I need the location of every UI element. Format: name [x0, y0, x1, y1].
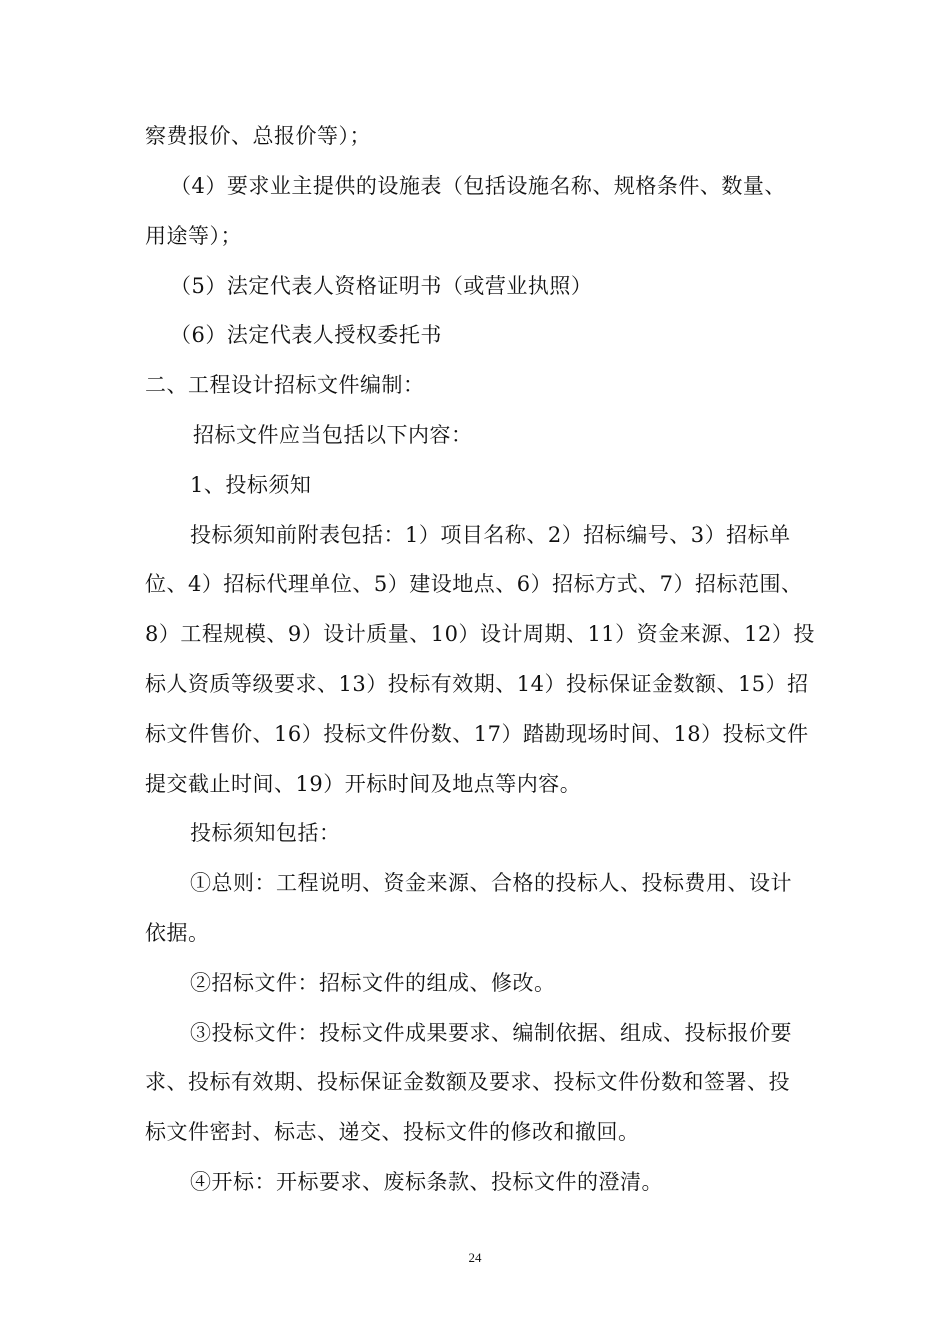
text-line: ②招标文件：招标文件的组成、修改。: [190, 971, 556, 995]
page-number: 24: [468, 1250, 482, 1265]
text-line: 标文件售价、16）投标文件份数、17）踏勘现场时间、18）投标文件: [145, 722, 809, 746]
text-line: ①总则：工程说明、资金来源、合格的投标人、投标费用、设计: [190, 871, 792, 895]
text-line: （4）要求业主提供的设施表（包括设施名称、规格条件、数量、: [170, 174, 786, 198]
section-heading: 二、工程设计招标文件编制：: [145, 373, 425, 397]
text-line: （6）法定代表人授权委托书: [170, 323, 442, 347]
text-line: 8）工程规模、9）设计质量、10）设计周期、11）资金来源、12）投: [145, 622, 815, 646]
text-line: 位、4）招标代理单位、5）建设地点、6）招标方式、7）招标范围、: [145, 572, 803, 596]
subsection-heading: 1、投标须知: [190, 473, 312, 497]
text-line: ④开标：开标要求、废标条款、投标文件的澄清。: [190, 1170, 663, 1194]
text-line: ③投标文件：投标文件成果要求、编制依据、组成、投标报价要: [190, 1021, 792, 1045]
text-line: 求、投标有效期、投标保证金数额及要求、投标文件份数和签署、投: [145, 1070, 790, 1094]
text-line: 投标须知前附表包括：1）项目名称、2）招标编号、3）招标单: [190, 523, 791, 547]
text-line: 提交截止时间、19）开标时间及地点等内容。: [145, 772, 582, 796]
text-line: 用途等）；: [145, 224, 242, 248]
text-line: 招标文件应当包括以下内容：: [193, 423, 473, 447]
text-line: 察费报价、总报价等）；: [145, 124, 371, 148]
text-line: 依据。: [145, 921, 210, 945]
text-line: 标文件密封、标志、递交、投标文件的修改和撤回。: [145, 1120, 640, 1144]
text-line: （5）法定代表人资格证明书（或营业执照）: [170, 274, 593, 298]
text-line: 标人资质等级要求、13）投标有效期、14）投标保证金数额、15）招: [145, 672, 809, 696]
text-line: 投标须知包括：: [190, 821, 341, 845]
